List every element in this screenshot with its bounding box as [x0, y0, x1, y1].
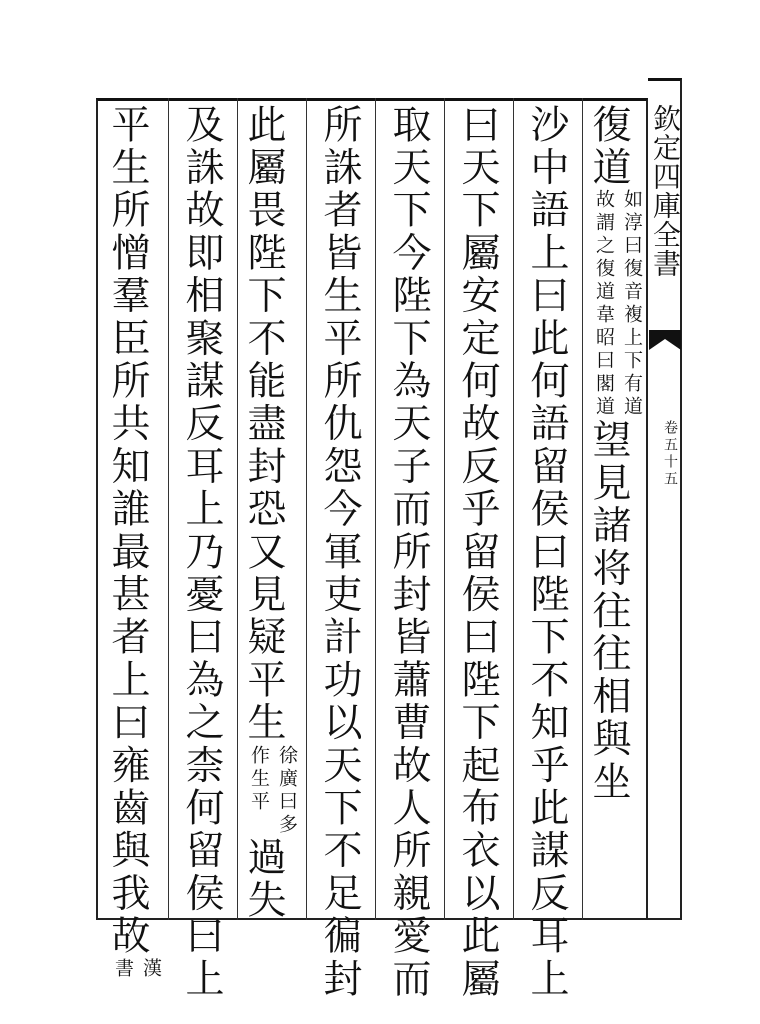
text-column-4 [378, 104, 439, 1001]
main-text: 曰天下屬安定何故反乎留侯曰陛下起布衣以此屬 [455, 104, 500, 1001]
main-text: 望見諸将往往相與坐 [586, 419, 631, 804]
text-column-6 [240, 104, 301, 922]
text-column-2 [516, 104, 577, 1001]
main-text: 所誅者皆生平所仇怨今軍吏計功以天下不足徧封 [317, 104, 362, 1001]
main-text: 沙中語上曰此何語留侯曰陛下不知乎此謀反耳上 [524, 104, 569, 1001]
annotation-note: 徐廣曰多作生平 [248, 744, 298, 837]
text-column-5 [309, 104, 370, 1001]
main-text: 平生所憎羣臣所共知誰最甚者上曰雍齒與我故 [105, 104, 150, 958]
column-rule [306, 98, 307, 920]
main-text: 取天下今陛下為天子而所封皆蕭曹故人所親愛而 [386, 104, 431, 1001]
text-column-8 [104, 104, 165, 981]
margin-book-title: 欽定四庫全書 [649, 104, 682, 278]
column-rule [375, 98, 376, 920]
margin-volume-number: 卷五十五 [662, 420, 678, 488]
text-column-3 [447, 104, 508, 1001]
text-column-7 [171, 104, 232, 1001]
column-rule [168, 98, 169, 920]
annotation-note: 如淳曰復音複上下有道故謂之復道韋昭曰閣道 [593, 189, 643, 420]
text-column-1 [585, 104, 646, 910]
main-text: 復道 [586, 104, 631, 190]
main-text: 及誅故即相聚謀反耳上乃憂曰為之柰何留侯曰上 [179, 104, 224, 1001]
main-text: 過失 [241, 836, 286, 922]
annotation-note: 漢書 [112, 958, 162, 981]
main-text: 此屬畏陛下不能盡封恐又見疑平生 [241, 104, 286, 745]
column-rule [444, 98, 445, 920]
column-rule [513, 98, 514, 920]
